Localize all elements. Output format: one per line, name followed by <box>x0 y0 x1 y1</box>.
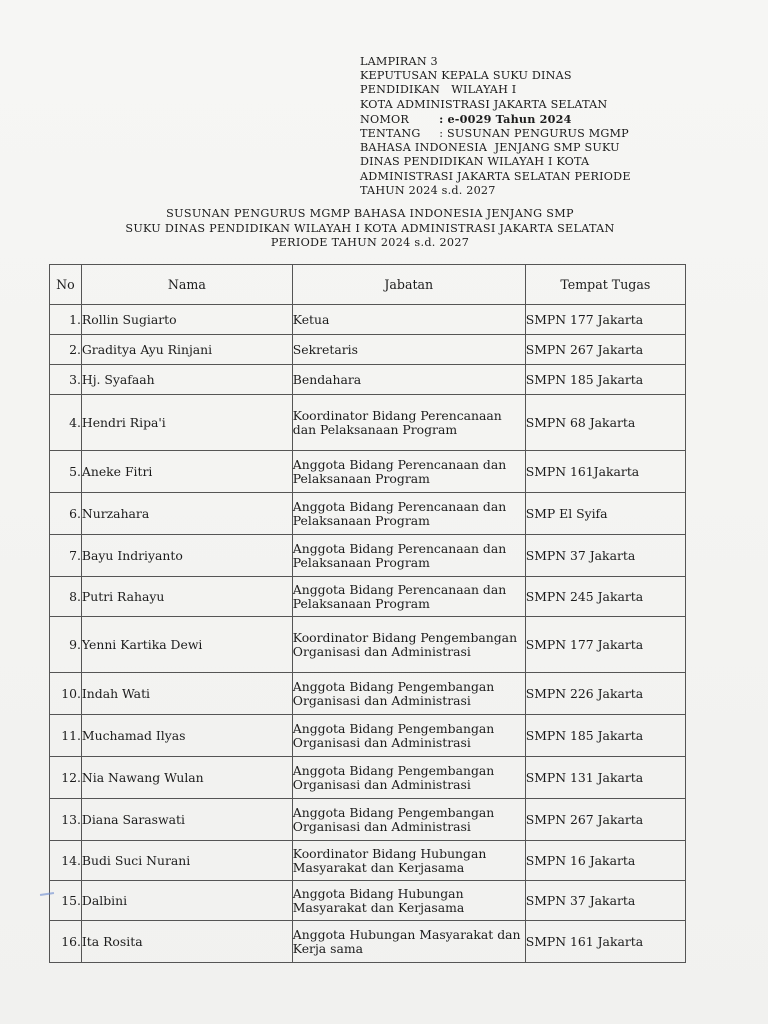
table-header-row <box>50 265 686 305</box>
cell-jabatan: Koordinator Bidang Pengembangan Organisasi dan Administrasi <box>292 617 525 673</box>
cell-jabatan: Ketua <box>292 305 525 335</box>
cell-jabatan: Anggota Hubungan Masyarakat dan Kerja sama <box>292 921 525 963</box>
cell-nama: Indah Wati <box>81 673 292 715</box>
header-line: DINAS PENDIDIKAN WILAYAH I KOTA <box>360 155 590 169</box>
cell-no: 15. <box>50 881 82 921</box>
cell-no: 16. <box>50 921 82 963</box>
cell-jabatan: Anggota Bidang Pengembangan Organisasi dan Administrasi <box>292 799 525 841</box>
header-line: BAHASA INDONESIA JENJANG SMP SUKU <box>360 141 620 155</box>
cell-no: 13. <box>50 799 82 841</box>
table-row <box>50 921 686 963</box>
table-row <box>50 799 686 841</box>
header-line <box>360 112 740 127</box>
table-row <box>50 451 686 493</box>
cell-no: 9. <box>50 617 82 673</box>
cell-tempat-tugas: SMPN 185 Jakarta <box>525 365 685 395</box>
cell-jabatan: Anggota Bidang Perencanaan dan Pelaksanaan Program <box>292 577 525 617</box>
cell-nama: Rollin Sugiarto <box>81 305 292 335</box>
nomor-value: : e-0029 Tahun 2024 <box>439 111 572 126</box>
table-row <box>50 395 686 451</box>
cell-no: 6. <box>50 493 82 535</box>
cell-tempat-tugas: SMPN 267 Jakarta <box>525 335 685 365</box>
cell-tempat-tugas: SMPN 161 Jakarta <box>525 921 685 963</box>
cell-nama: Aneke Fitri <box>81 451 292 493</box>
cell-nama: Bayu Indriyanto <box>81 535 292 577</box>
cell-tempat-tugas: SMPN 185 Jakarta <box>525 715 685 757</box>
header-line: KEPUTUSAN KEPALA SUKU DINAS <box>360 69 572 83</box>
cell-no: 4. <box>50 395 82 451</box>
table-row <box>50 305 686 335</box>
cell-tempat-tugas: SMPN 68 Jakarta <box>525 395 685 451</box>
cell-tempat-tugas: SMPN 37 Jakarta <box>525 535 685 577</box>
table-row <box>50 715 686 757</box>
cell-tempat-tugas: SMPN 131 Jakarta <box>525 757 685 799</box>
table-row <box>50 335 686 365</box>
cell-tempat-tugas: SMPN 161Jakarta <box>525 451 685 493</box>
cell-jabatan: Koordinator Bidang Hubungan Masyarakat dan Kerjasama <box>292 841 525 881</box>
cell-tempat-tugas: SMPN 37 Jakarta <box>525 881 685 921</box>
cell-nama: Nia Nawang Wulan <box>81 757 292 799</box>
header-line: TENTANG : SUSUNAN PENGURUS MGMP <box>360 127 629 141</box>
cell-nama: Hendri Ripa'i <box>81 395 292 451</box>
cell-jabatan: Anggota Bidang Perencanaan dan Pelaksanaan Program <box>292 493 525 535</box>
table-row <box>50 535 686 577</box>
cell-nama: Budi Suci Nurani <box>81 841 292 881</box>
cell-no: 1. <box>50 305 82 335</box>
cell-nama: Ita Rosita <box>81 921 292 963</box>
header-tempat-tugas: Tempat Tugas <box>525 265 685 305</box>
table-row <box>50 493 686 535</box>
table-row <box>50 757 686 799</box>
cell-no: 3. <box>50 365 82 395</box>
cell-no: 5. <box>50 451 82 493</box>
cell-no: 12. <box>50 757 82 799</box>
table-row <box>50 577 686 617</box>
cell-tempat-tugas: SMPN 226 Jakarta <box>525 673 685 715</box>
cell-jabatan: Anggota Bidang Pengembangan Organisasi dan Administrasi <box>292 757 525 799</box>
cell-jabatan: Anggota Bidang Perencanaan dan Pelaksanaan Program <box>292 451 525 493</box>
cell-nama: Yenni Kartika Dewi <box>81 617 292 673</box>
cell-jabatan: Anggota Bidang Hubungan Masyarakat dan Kerjasama <box>292 881 525 921</box>
cell-jabatan: Anggota Bidang Pengembangan Organisasi dan Administrasi <box>292 673 525 715</box>
header-line: ADMINISTRASI JAKARTA SELATAN PERIODE <box>360 169 631 183</box>
cell-tempat-tugas: SMPN 177 Jakarta <box>525 617 685 673</box>
cell-no: 8. <box>50 577 82 617</box>
cell-jabatan: Sekretaris <box>292 335 525 365</box>
cell-jabatan: Anggota Bidang Perencanaan dan Pelaksanaan Program <box>292 535 525 577</box>
header-line: LAMPIRAN 3 <box>360 55 438 68</box>
cell-nama: Nurzahara <box>81 493 292 535</box>
cell-jabatan: Bendahara <box>292 365 525 395</box>
cell-jabatan: Anggota Bidang Pengembangan Organisasi dan Administrasi <box>292 715 525 757</box>
roster-table <box>49 264 686 963</box>
title-line-2: SUKU DINAS PENDIDIKAN WILAYAH I KOTA ADMINISTRASI JAKARTA SELATAN <box>125 221 615 235</box>
cell-no: 14. <box>50 841 82 881</box>
cell-no: 2. <box>50 335 82 365</box>
cell-tempat-tugas: SMPN 177 Jakarta <box>525 305 685 335</box>
cell-nama: Hj. Syafaah <box>81 365 292 395</box>
header-nama: Nama <box>81 265 292 305</box>
cell-jabatan: Koordinator Bidang Perencanaan dan Pelaksanaan Program <box>292 395 525 451</box>
cell-no: 7. <box>50 535 82 577</box>
header-jabatan: Jabatan <box>292 265 525 305</box>
table-row <box>50 365 686 395</box>
title-line-3: PERIODE TAHUN 2024 s.d. 2027 <box>270 236 470 249</box>
title-line-1: SUSUNAN PENGURUS MGMP BAHASA INDONESIA JENJANG SMP <box>166 207 574 220</box>
header-no: No <box>50 265 82 305</box>
lampiran-header <box>360 55 740 198</box>
header-line: KOTA ADMINISTRASI JAKARTA SELATAN <box>360 97 608 111</box>
cell-nama: Graditya Ayu Rinjani <box>81 335 292 365</box>
cell-no: 10. <box>50 673 82 715</box>
cell-nama: Diana Saraswati <box>81 799 292 841</box>
cell-nama: Muchamad Ilyas <box>81 715 292 757</box>
cell-no: 11. <box>50 715 82 757</box>
table-body <box>50 305 686 963</box>
nomor-label: NOMOR <box>360 112 440 126</box>
table-row <box>50 841 686 881</box>
header-line: TAHUN 2024 s.d. 2027 <box>360 183 496 197</box>
table-row <box>50 881 686 921</box>
cell-nama: Putri Rahayu <box>81 577 292 617</box>
cell-tempat-tugas: SMPN 267 Jakarta <box>525 799 685 841</box>
cell-nama: Dalbini <box>81 881 292 921</box>
cell-tempat-tugas: SMPN 245 Jakarta <box>525 577 685 617</box>
document-title <box>40 207 700 251</box>
table-row <box>50 673 686 715</box>
header-line: PENDIDIKAN WILAYAH I <box>360 83 517 97</box>
cell-tempat-tugas: SMP El Syifa <box>525 493 685 535</box>
table-row <box>50 617 686 673</box>
cell-tempat-tugas: SMPN 16 Jakarta <box>525 841 685 881</box>
